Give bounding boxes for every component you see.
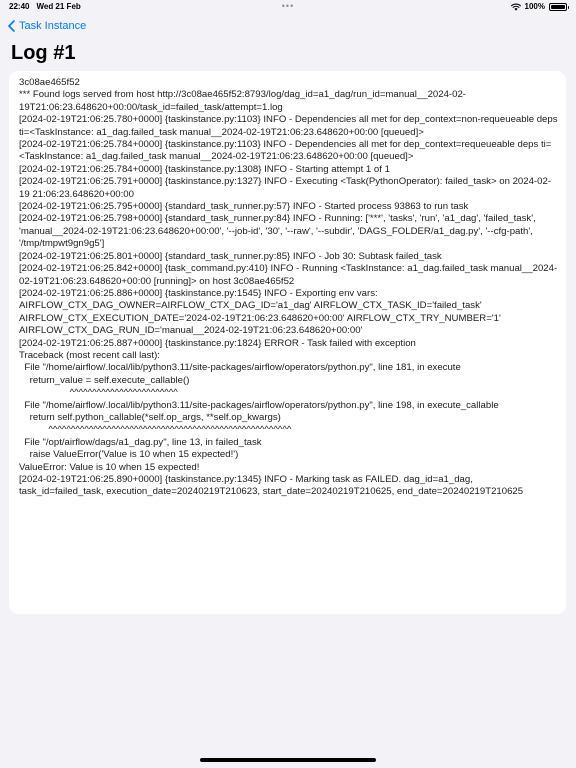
battery-icon <box>549 3 567 11</box>
status-bar <box>0 0 576 14</box>
home-indicator[interactable] <box>200 758 376 762</box>
multitasking-dots[interactable]: ••• <box>281 1 295 11</box>
chevron-left-icon <box>8 20 15 32</box>
wifi-icon <box>511 3 521 11</box>
back-button[interactable] <box>8 20 86 32</box>
status-date: Wed 21 Feb <box>36 2 81 11</box>
battery-level <box>551 5 565 9</box>
log-text[interactable]: 3c08ae465f52 *** Found logs served from host http://3c08ae465f52:8793/log/dag_id=a1_dag/run_id=manual__2024-02-19T21:06:23.648620+00:00/task_id=failed_task/attempt=1.log [2024-02-19T21:06:25.780+0000] {taskinstance.py:1103} INFO - Dependencies all met for dep_context=non-requeueable deps ti=<TaskInstance: a1_dag.failed_task manual__2024-02-19T21:06:23.648620+00:00 [queued]> [2024-02-19T21:06:25.784+0000] {taskinstance.py:1103} INFO - Dependencies all met for dep_context=requeueable deps ti=<TaskInstance: a1_dag.failed_task manual__2024-02-19T21:06:23.648620+00:00 [queued]> [2024-02-19T21:06:25.784+0000] {taskinstance.py:1308} INFO - Starting attempt 1 of 1 [2024-02-19T21:06:25.791+0000] {taskinstance.py:1327} INFO - Executing <Task(PythonOperator): failed_task> on 2024-02-19 21:06:23.648620+00:00 [2024-02-19T21:06:25.795+0000] {standard_task_runner.py:57} INFO - Started process 93863 to run task [2024-02-19T21:06:25.798+0000] {standard_task_runner.py:84} INFO - Running: ['***', 'tasks', 'run', 'a1_dag', 'failed_task', 'manual__2024-02-19T21:06:23.648620+00:00', '--job-id', '30', '--raw', '--subdir', 'DAGS_FOLDER/a1_dag.py', '--cfg-path', '/tmp/tmpwt9gn9g5'] [2024-02-19T21:06:25.801+0000] {standard_task_runner.py:85} INFO - Job 30: Subtask failed_task [2024-02-19T21:06:25.842+0000] {task_command.py:410} INFO - Running <TaskInstance: a1_dag.failed_task manual__2024-02-19T21:06:23.648620+00:00 [running]> on host 3c08ae465f52 [2024-02-19T21:06:25.886+0000] {taskinstance.py:1545} INFO - Exporting env vars: AIRFLOW_CTX_DAG_OWNER=AIRFLOW_CTX_DAG_ID='a1_dag' AIRFLOW_CTX_TASK_ID='failed_task' AIRFLOW_CTX_EXECUTION_DATE='2024-02-19T21:06:23.648620+00:00' AIRFLOW_CTX_TRY_NUMBER='1' AIRFLOW_CTX_DAG_RUN_ID='manual__2024-02-19T21:06:23.648620+00:00' [2024-02-19T21:06:25.887+0000] {taskinstance.py:1824} ERROR - Task failed with exception Traceback (most recent call last): File "/home/airflow/.local/lib/python3.11/site-packages/airflow/operators/python.py", line 181, in execute return_value = self.execute_callable() ^^^^^^^^^^^^^^^^^^^^^^^^ File "/home/airflow/.local/lib/python3.11/site-packages/airflow/operators/python.py", line 198, in execute_callable return self.python_callable(*self.op_args, **self.op_kwargs) ^^^^^^^^^^^^^^^^^^^^^^^^^^^^^^^^^^^^^^^^^^^^^^^^^^^^^^ File "/opt/airflow/dags/a1_dag.py", line 13, in failed_task raise ValueError('Value is 10 when 15 expected!') ValueError: Value is 10 when 15 expected! [2024-02-19T21:06:25.890+0000] {taskinstance.py:1345} INFO - Marking task as FAILED. dag_id=a1_dag, task_id=failed_task, execution_date=20240219T210623, start_date=20240219T210625, end_date=20240219T210625 <box>19 77 558 498</box>
log-card[interactable] <box>9 71 566 614</box>
page-title: Log #1 <box>11 42 76 64</box>
status-time: 22:40 <box>9 2 30 11</box>
back-button-label: Task Instance <box>19 20 87 32</box>
status-right <box>511 2 567 11</box>
status-left <box>9 2 81 11</box>
battery-percentage: 100% <box>524 2 545 11</box>
